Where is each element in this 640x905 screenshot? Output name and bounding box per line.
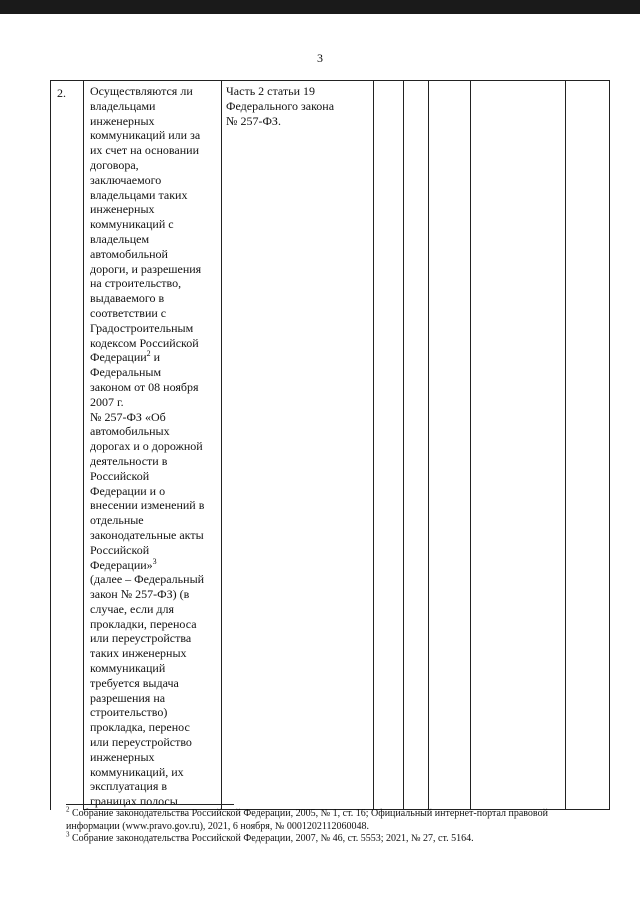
question-line: инженерных	[90, 749, 155, 764]
question-line: строительство)	[90, 705, 168, 720]
question-line: автомобильной	[90, 246, 168, 261]
question-line-with-footnote	[90, 558, 217, 573]
question-line: эксплуатация в	[90, 779, 168, 794]
answer-cell-no	[404, 81, 429, 810]
question-line: Российской	[90, 468, 150, 483]
question-line: отдельные	[90, 513, 144, 528]
footnote-mark: 3	[66, 830, 70, 839]
footnote-3	[66, 830, 596, 846]
question-line: коммуникаций, их	[90, 764, 184, 779]
question-line: на строительство,	[90, 276, 182, 291]
question-line: владельцами	[90, 98, 156, 113]
page-number: 3	[317, 51, 323, 65]
question-line: коммуникаций или за	[90, 128, 201, 143]
question-line: деятельности в	[90, 453, 168, 468]
footnote-separator	[66, 804, 234, 805]
reference-cell	[222, 81, 374, 810]
question-line: Российской	[90, 542, 150, 557]
question-line: владельцем	[90, 231, 150, 246]
question-line: их счет на основании	[90, 143, 200, 158]
question-line: № 257-ФЗ «Об	[90, 409, 166, 424]
question-line: коммуникаций с	[90, 217, 174, 232]
question-line: владельцами таких	[90, 187, 188, 202]
question-line: прокладка, перенос	[90, 720, 190, 735]
question-line: автомобильных	[90, 424, 170, 439]
reference-line: № 257-ФЗ.	[226, 113, 281, 128]
question-cell	[84, 81, 222, 810]
notes-cell	[471, 81, 566, 810]
question-line: таких инженерных	[90, 646, 187, 661]
question-line: соответствии с	[90, 305, 167, 320]
question-line: или переустройства	[90, 631, 192, 646]
question-line: 2007 г.	[90, 394, 124, 409]
footnote-2	[66, 805, 596, 821]
question-text: Федерации»	[90, 557, 153, 572]
reference-line: Часть 2 статьи 19	[226, 84, 316, 98]
table-row	[51, 81, 610, 810]
question-line: законодательные акты	[90, 527, 204, 542]
footnote-mark: 3	[152, 556, 157, 566]
question-line: заключаемого	[90, 172, 162, 187]
question-line: Осуществляются ли	[90, 84, 193, 98]
footnotes	[66, 805, 596, 846]
footnote-2-continued: информации (www.pravo.gov.ru), 2021, 6 ноября, № 0001202112060048.	[66, 820, 370, 832]
question-line: дороги, и разрешения	[90, 261, 202, 276]
question-line: требуется выдача	[90, 675, 179, 690]
question-line: договора,	[90, 157, 139, 172]
scan-top-edge	[0, 0, 640, 14]
question-text: Федерации	[90, 350, 147, 365]
question-line: Федеральным	[90, 365, 162, 380]
question-line: дорогах и о дорожной	[90, 439, 203, 454]
question-line: прокладки, переноса	[90, 616, 197, 631]
question-line: коммуникаций	[90, 661, 166, 676]
question-line: Федерации и о	[90, 483, 166, 498]
question-line: разрешения на	[90, 690, 166, 705]
extra-cell	[566, 81, 610, 810]
question-line: выдаваемого в	[90, 291, 165, 306]
row-number: 2.	[51, 81, 84, 810]
checklist-table	[50, 80, 610, 810]
question-line: Градостроительным	[90, 320, 194, 335]
question-line: инженерных	[90, 202, 155, 217]
question-line: случае, если для	[90, 601, 174, 616]
question-line: границах полосы	[90, 794, 178, 809]
footnote-text: Собрание законодательства Российской Федерации, 2007, № 46, ст. 5553; 2021, № 27, ст. 5164.	[69, 833, 474, 844]
reference-line: Федерального закона	[226, 98, 335, 113]
question-line: инженерных	[90, 113, 155, 128]
question-line: законом от 08 ноября	[90, 379, 199, 394]
question-line: закон № 257-ФЗ) (в	[90, 587, 190, 602]
question-line: или переустройство	[90, 735, 192, 750]
question-line: внесении изменений в	[90, 498, 205, 513]
answer-cell-yes	[374, 81, 404, 810]
question-text: и	[150, 350, 161, 365]
question-line: кодексом Российской	[90, 335, 199, 350]
answer-cell-not-applicable	[429, 81, 471, 810]
footnote-mark: 2	[66, 805, 70, 814]
footnote-mark: 2	[146, 349, 151, 359]
question-line-with-footnote	[90, 350, 217, 365]
footnote-text: Собрание законодательства Российской Федерации, 2005, № 1, ст. 16; Официальный интернет-портал правовой	[69, 808, 548, 819]
question-line: (далее – Федеральный	[90, 572, 205, 587]
